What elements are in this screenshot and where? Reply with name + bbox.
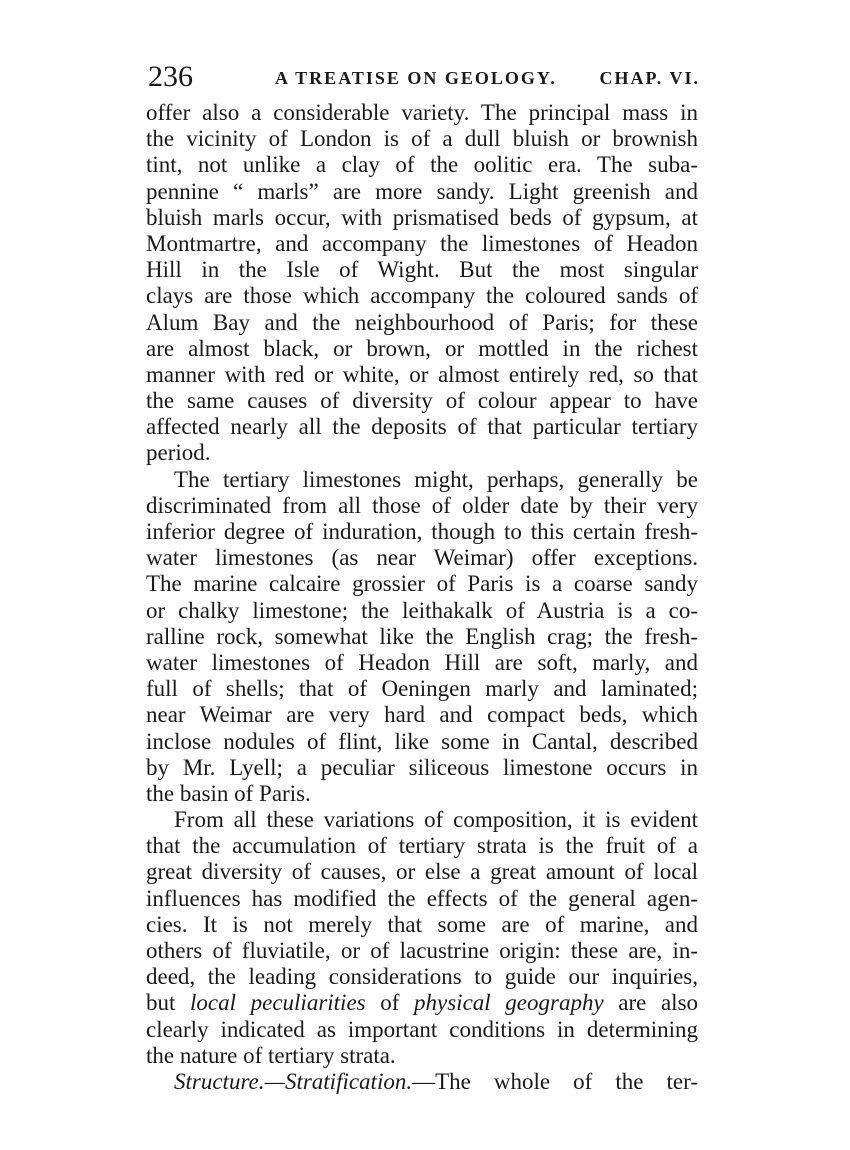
paragraph-start-line: The tertiary limestones might, perhaps, generally be	[174, 466, 698, 492]
text-line: bluish marls occur, with prismatised beds of gypsum, at	[146, 204, 698, 230]
text-line: The marine calcaire grossier of Paris is a coarse sandy	[146, 571, 698, 597]
text-line: manner with red or white, or almost entirely red, so that	[146, 361, 698, 387]
text-line: water limestones of Headon Hill are soft, marly, and	[146, 649, 698, 675]
text-line: Alum Bay and the neighbourhood of Paris; for these	[146, 309, 698, 335]
text-line: deed, the leading considerations to guide our inquiries,	[146, 964, 698, 990]
italic-phrase: physical geography	[414, 990, 604, 1016]
text-line: are almost black, or brown, or mottled in the richest	[146, 335, 698, 361]
text-line: ralline rock, somewhat like the English crag; the fresh-	[146, 623, 698, 649]
paragraph-end-line: period.	[146, 440, 211, 466]
text-line: that the accumulation of tertiary strata is the fruit of a	[146, 833, 698, 859]
text-line: near Weimar are very hard and compact beds, which	[146, 702, 698, 728]
running-title: A TREATISE ON GEOLOGY.	[275, 68, 557, 88]
text-line: by Mr. Lyell; a peculiar siliceous limestone occurs in	[146, 754, 698, 780]
text-line: water limestones (as near Weimar) offer exceptions.	[146, 545, 698, 571]
text-line: inferior degree of induration, though to this certain fresh-	[146, 519, 698, 544]
italic-phrase: local peculiarities	[190, 990, 366, 1016]
section-heading-line	[146, 1069, 698, 1095]
text-run: but	[146, 990, 191, 1016]
text-line: others of fluviatile, or of lacustrine origin: these are, in-	[146, 938, 698, 963]
page-number: 236	[148, 60, 193, 93]
text-line-with-italics	[146, 990, 698, 1016]
page-header	[148, 52, 700, 98]
paragraph-end-line: the nature of tertiary strata.	[146, 1042, 396, 1068]
text-line: discriminated from all those of older date by their very	[146, 492, 698, 518]
text-line: offer also a considerable variety. The principal mass in	[146, 100, 698, 125]
text-line: affected nearly all the deposits of that particular tertiary	[146, 414, 698, 440]
body-text	[146, 100, 698, 1095]
text-line: great diversity of causes, or else a great amount of local	[146, 859, 698, 885]
text-line: tint, not unlike a clay of the oolitic era. The suba-	[146, 152, 698, 178]
text-line: Montmartre, and accompany the limestones of Headon	[146, 230, 698, 256]
paragraph-end-line: the basin of Paris.	[146, 780, 311, 806]
text-line: full of shells; that of Oeningen marly and laminated;	[146, 676, 698, 702]
section-heading: Structure.—Stratification.	[174, 1068, 413, 1094]
chapter-label: CHAP. VI.	[599, 68, 700, 88]
text-line: Hill in the Isle of Wight. But the most singular	[146, 257, 698, 283]
text-line: clearly indicated as important conditions in determining	[146, 1016, 698, 1042]
text-run: of	[365, 990, 415, 1016]
text-run: are also	[603, 990, 699, 1016]
text-run: —The whole of the ter-	[412, 1068, 698, 1094]
paragraph-start-line: From all these variations of composition, it is evident	[174, 807, 698, 833]
text-line: inclose nodules of flint, like some in Cantal, described	[146, 728, 698, 754]
text-line: the same causes of diversity of colour appear to have	[146, 388, 698, 414]
text-line: pennine “ marls” are more sandy. Light greenish and	[146, 178, 698, 204]
text-line: clays are those which accompany the coloured sands of	[146, 283, 698, 309]
text-line: or chalky limestone; the leithakalk of Austria is a co-	[146, 597, 698, 623]
text-line: influences has modified the effects of the general agen-	[146, 885, 698, 911]
text-line: the vicinity of London is of a dull bluish or brownish	[146, 126, 698, 152]
text-line: cies. It is not merely that some are of marine, and	[146, 911, 698, 937]
